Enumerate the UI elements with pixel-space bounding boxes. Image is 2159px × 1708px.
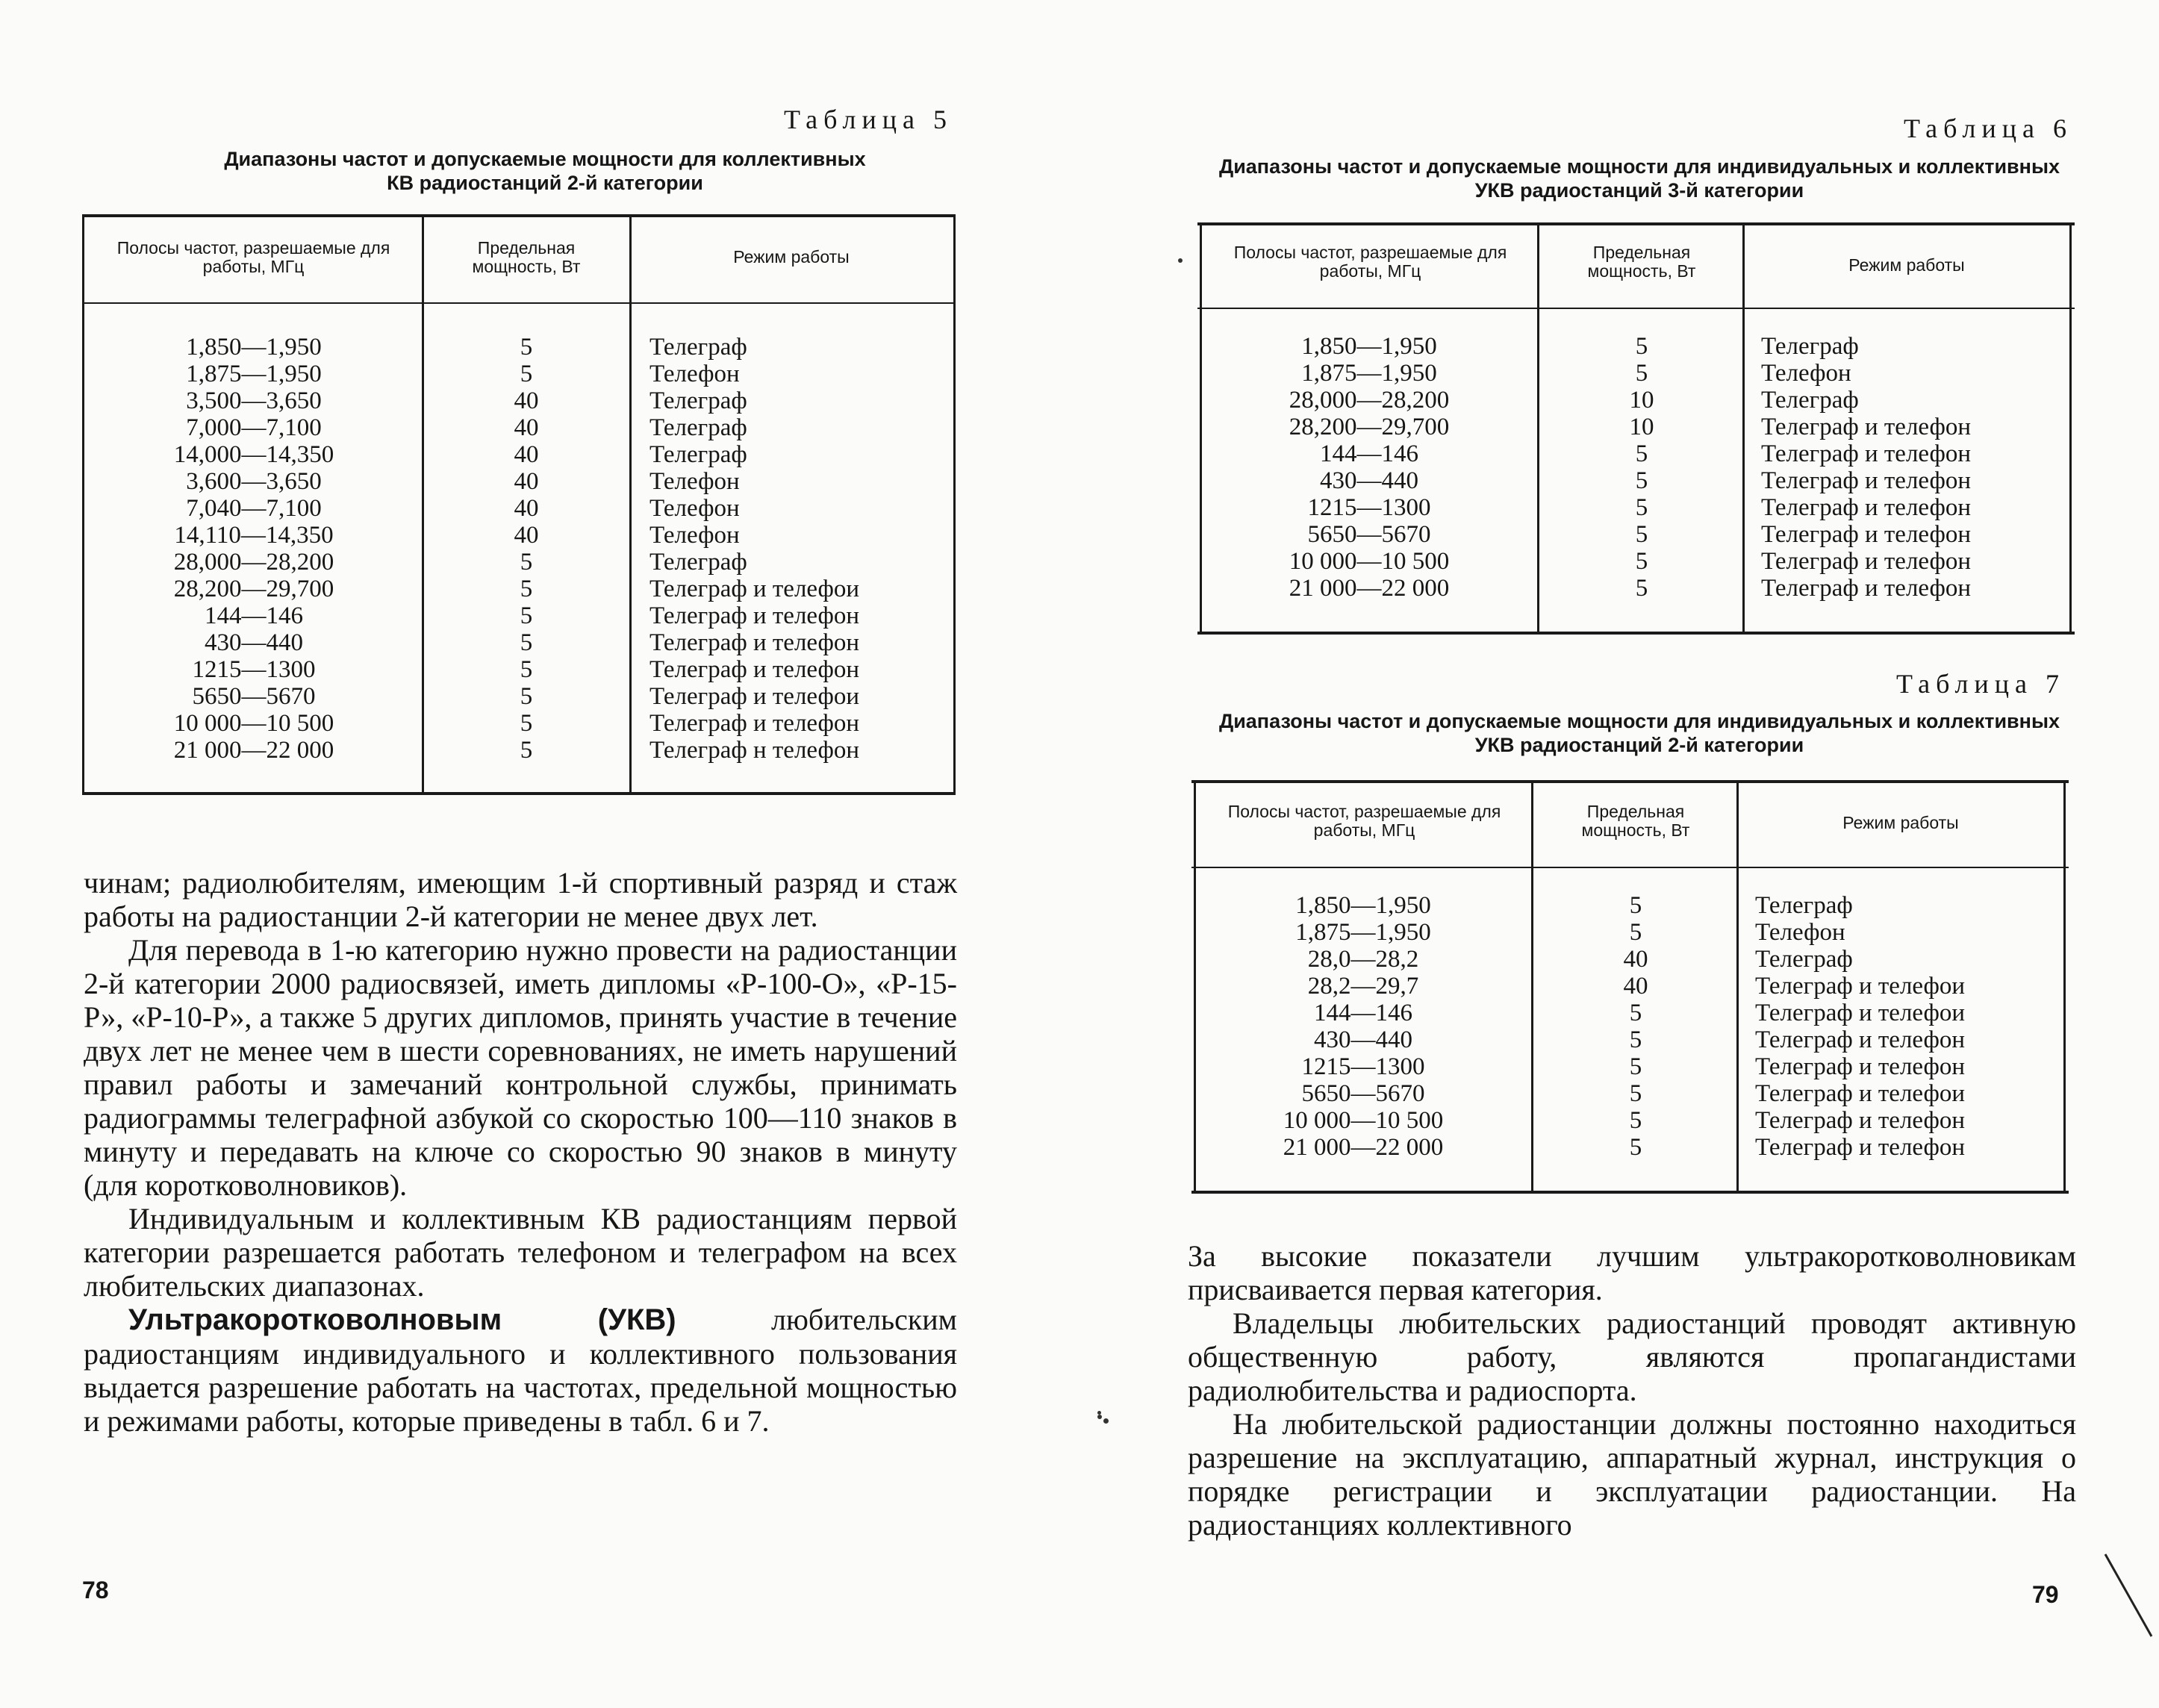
table6-power-cell: 5 <box>1635 440 1648 467</box>
table7-power-column <box>1535 892 1736 1161</box>
table5-mode-cell: Телефон <box>649 522 740 549</box>
table5-band-cell: 14,110—14,350 <box>174 522 334 549</box>
table7-mode-cell: Телеграф <box>1755 892 1853 919</box>
table5-power-cell: 40 <box>514 522 539 549</box>
table7-band-cell: 21 000—22 000 <box>1283 1134 1444 1161</box>
table6-mode-cell: Телефон <box>1761 360 1851 387</box>
table5-mode-cell: Телеграф н телефон <box>649 737 860 764</box>
table6-header-band: Полосы частот, разрешаемые для работы, МГц <box>1233 243 1507 281</box>
table5-power-cell: 40 <box>514 414 539 441</box>
table7-mode-cell: Телеграф и телефон <box>1755 1134 1966 1161</box>
left-paragraph-1: чинам; радиолюбителям, имеющим 1-й спортивный разряд и стаж работы на радиостанции 2-й категории не менее двух лет. <box>84 866 957 933</box>
table5-mode-cell: Телеграф и телефон <box>649 710 860 737</box>
table5-band-cell: 1215—1300 <box>192 656 316 683</box>
table6-mode-cell: Телеграф и телефон <box>1761 575 1972 602</box>
table7-band-cell: 1,875—1,950 <box>1295 919 1431 946</box>
table7-power-cell: 5 <box>1629 1080 1642 1107</box>
table5-band-cell: 1,875—1,950 <box>186 361 322 387</box>
table5-band-cell: 3,600—3,650 <box>186 468 322 495</box>
table7-bottom-rule <box>1191 1191 2069 1194</box>
table5-power-cell: 5 <box>520 683 533 710</box>
table5-header-rule <box>82 302 956 304</box>
table7-power-cell: 5 <box>1629 1000 1642 1026</box>
table5-power-cell: 5 <box>520 334 533 361</box>
table6-label: Таблица 6 <box>1904 113 2072 143</box>
table6-power-cell: 10 <box>1629 387 1654 414</box>
table5-divider-2 <box>422 214 424 795</box>
table6-power-cell: 5 <box>1635 494 1648 521</box>
ukv-term: Ультракоротковолновым (УКВ) <box>128 1303 676 1336</box>
table5-band-cell: 430—440 <box>205 629 303 656</box>
table5-power-cell: 5 <box>520 737 533 764</box>
table6-mode-cell: Телеграф и телефон <box>1761 467 1972 494</box>
table5-mode-cell: Телеграф и телефон <box>649 656 860 683</box>
table5-power-column <box>426 334 627 764</box>
table5-mode-cell: Телефон <box>649 468 740 495</box>
table5-divider-1 <box>82 214 84 795</box>
right-page <box>1080 0 2159 1708</box>
table6-power-cell: 5 <box>1635 333 1648 360</box>
table7-mode-cell: Телефон <box>1755 919 1845 946</box>
table7-mode-cell: Телеграф и телефои <box>1755 1000 1966 1026</box>
table6-header-rule <box>1197 308 2075 309</box>
table5-band-cell: 7,040—7,100 <box>186 495 322 522</box>
table6-top-rule <box>1197 222 2075 225</box>
table7-power-cell: 5 <box>1629 1134 1642 1161</box>
table6-header-power: Предельная мощность, Вт <box>1587 243 1696 281</box>
table7-mode-cell: Телеграф <box>1755 946 1853 973</box>
table5-band-cell: 14,000—14,350 <box>173 441 334 468</box>
table5-divider-4 <box>953 214 956 795</box>
table6-mode-cell: Телеграф и телефон <box>1761 440 1972 467</box>
table5-band-column <box>86 334 422 764</box>
table7-label: Таблица 7 <box>1896 669 2065 699</box>
table6-band-cell: 28,000—28,200 <box>1289 387 1450 414</box>
table6-power-cell: 5 <box>1635 575 1648 602</box>
table7-divider-4 <box>2063 780 2066 1194</box>
scan-speck <box>1178 258 1183 263</box>
table5-top-rule <box>82 214 956 217</box>
table7-band-cell: 1215—1300 <box>1301 1053 1425 1080</box>
table6-divider-2 <box>1537 222 1539 635</box>
table5-band-cell: 144—146 <box>205 602 303 629</box>
table7-mode-column <box>1755 892 2061 1161</box>
table5-mode-cell: Телеграф и телефон <box>649 602 860 629</box>
table7-power-cell: 5 <box>1629 892 1642 919</box>
table5-header-mode: Режим работы <box>733 247 850 267</box>
table5-band-cell: 1,850—1,950 <box>186 334 322 361</box>
table6-band-cell: 430—440 <box>1320 467 1418 494</box>
table6-mode-cell: Телеграф и телефон <box>1761 494 1972 521</box>
table5-band-cell: 21 000—22 000 <box>173 737 334 764</box>
table6-power-cell: 5 <box>1635 360 1648 387</box>
table6-band-cell: 21 000—22 000 <box>1289 575 1450 602</box>
table6-mode-cell: Телеграф и телефон <box>1761 414 1972 440</box>
table7-mode-cell: Телеграф и телефон <box>1755 1107 1966 1134</box>
table5-mode-column <box>649 334 952 764</box>
table5-band-cell: 28,200—29,700 <box>173 576 334 602</box>
table5-mode-cell: Телеграф <box>649 549 747 576</box>
table7-band-cell: 144—146 <box>1314 1000 1412 1026</box>
table7-header-power: Предельная мощность, Вт <box>1581 802 1690 840</box>
table7-mode-cell: Телеграф и телефои <box>1755 1080 1966 1107</box>
scan-speck <box>1103 1418 1109 1424</box>
left-paragraph-2: Для перевода в 1-ю категорию нужно провести на радиостанции 2-й категории 2000 радиосвязей, иметь дипломы «Р-100-О», «Р-15-Р», «Р-10-Р», а также 5 других дипломов, принять участие в течение двух лет не менее чем в шести соревнованиях, не иметь нарушений правил работы и замечаний контрольной службы, принимать радиограммы телеграфной азбукой со скоростью 100—110 знаков в минуту и передавать на ключе со скоростью 90 знаков в минуту (для коротковолновиков). <box>84 933 957 1202</box>
table5-header-power: Предельная мощность, Вт <box>472 238 581 276</box>
table7-band-cell: 5650—5670 <box>1301 1080 1425 1107</box>
table7-band-cell: 28,0—28,2 <box>1307 946 1419 973</box>
table5-divider-3 <box>629 214 632 795</box>
table6-power-cell: 5 <box>1635 548 1648 575</box>
table5-power-cell: 5 <box>520 602 533 629</box>
table7-band-cell: 1,850—1,950 <box>1295 892 1431 919</box>
table7-mode-cell: Телеграф и телефон <box>1755 1026 1966 1053</box>
table6-power-cell: 5 <box>1635 467 1648 494</box>
table5-power-cell: 5 <box>520 710 533 737</box>
table6-band-cell: 10 000—10 500 <box>1289 548 1450 575</box>
table6-band-cell: 1215—1300 <box>1307 494 1431 521</box>
right-body-text <box>1188 1239 2076 1542</box>
table6-band-cell: 5650—5670 <box>1307 521 1431 548</box>
table7-mode-cell: Телеграф и телефон <box>1755 1053 1966 1080</box>
table6-caption: Диапазоны частот и допускаемые мощности для индивидуальных и коллективных УКВ радиостанций 3-й категории <box>1218 155 2060 202</box>
table7-power-cell: 5 <box>1629 919 1642 946</box>
table7-header-band: Полосы частот, разрешаемые для работы, МГц <box>1227 802 1501 840</box>
table5-label: Таблица 5 <box>784 105 953 134</box>
table5-band-cell: 5650—5670 <box>192 683 316 710</box>
table6-power-cell: 10 <box>1629 414 1654 440</box>
table5-mode-cell: Телеграф <box>649 441 747 468</box>
table5-caption: Диапазоны частот и допускаемые мощности для коллективных КВ радиостанций 2-й категории <box>224 148 866 194</box>
table7-power-cell: 40 <box>1623 946 1648 973</box>
right-paragraph-1: За высокие показатели лучшим ультракоротковолновикам присваивается первая категория. <box>1188 1239 2076 1306</box>
table6-mode-cell: Телеграф и телефон <box>1761 521 1972 548</box>
table5-mode-cell: Телефон <box>649 495 740 522</box>
table6 <box>1197 222 2075 640</box>
table6-mode-cell: Телеграф <box>1761 333 1859 360</box>
left-page <box>0 0 1045 1708</box>
table7-header-rule <box>1191 867 2069 868</box>
table5-header-band: Полосы частот, разрешаемые для работы, МГц <box>116 238 390 276</box>
table7-top-rule <box>1191 780 2069 783</box>
table7-band-column <box>1195 892 1531 1161</box>
table6-divider-4 <box>2069 222 2072 635</box>
left-body-text <box>84 866 957 1438</box>
left-paragraph-4 <box>84 1303 957 1438</box>
left-paragraph-3: Индивидуальным и коллективным КВ радиостанциям первой категории разрешается работать телефоном и телеграфом на всех любительских диапазонах. <box>84 1202 957 1303</box>
table5-mode-cell: Телеграф <box>649 387 747 414</box>
table6-header-mode: Режим работы <box>1848 255 1965 275</box>
table7-header-mode: Режим работы <box>1842 813 1959 832</box>
table7-power-cell: 5 <box>1629 1026 1642 1053</box>
right-paragraph-2: Владельцы любительских радиостанций проводят активную общественную работу, являются пропагандистами радиолюбительства и радиоспорта. <box>1188 1306 2076 1407</box>
table6-mode-cell: Телеграф и телефон <box>1761 548 1972 575</box>
table5-band-cell: 3,500—3,650 <box>186 387 322 414</box>
table5-power-cell: 40 <box>514 441 539 468</box>
table6-bottom-rule <box>1197 632 2075 635</box>
table7-caption: Диапазоны частот и допускаемые мощности для индивидуальных и коллективных УКВ радиостанций 2-й категории <box>1218 710 2060 756</box>
table5-bottom-rule <box>82 792 956 795</box>
table7-band-cell: 28,2—29,7 <box>1307 973 1419 1000</box>
table5-power-cell: 40 <box>514 495 539 522</box>
corner-mark <box>2104 1553 2156 1642</box>
table7-power-cell: 40 <box>1623 973 1648 1000</box>
right-paragraph-3: На любительской радиостанции должны постоянно находиться разрешение на эксплуатацию, аппаратный журнал, инструкция о порядке регистрации и эксплуатации радиостанции. На радиостанциях коллективного <box>1188 1407 2076 1542</box>
table5-mode-cell: Телеграф и телефои <box>649 576 860 602</box>
table6-band-cell: 1,850—1,950 <box>1301 333 1437 360</box>
table5-mode-cell: Телеграф <box>649 334 747 361</box>
table6-band-column <box>1201 333 1537 602</box>
table6-mode-column <box>1761 333 2067 602</box>
table7-divider-3 <box>1736 780 1739 1194</box>
table5-power-cell: 5 <box>520 549 533 576</box>
table5-mode-cell: Телеграф и телефои <box>649 683 860 710</box>
table5-power-cell: 5 <box>520 361 533 387</box>
table5-band-cell: 10 000—10 500 <box>173 710 334 737</box>
table7-divider-2 <box>1531 780 1533 1194</box>
table6-band-cell: 144—146 <box>1320 440 1418 467</box>
page-number-left: 78 <box>82 1577 109 1603</box>
table6-band-cell: 28,200—29,700 <box>1289 414 1450 440</box>
table5-band-cell: 7,000—7,100 <box>186 414 322 441</box>
table6-band-cell: 1,875—1,950 <box>1301 360 1437 387</box>
table6-mode-cell: Телеграф <box>1761 387 1859 414</box>
table6-power-cell: 5 <box>1635 521 1648 548</box>
scan-speck <box>1097 1415 1102 1419</box>
table7-power-cell: 5 <box>1629 1053 1642 1080</box>
table7-band-cell: 10 000—10 500 <box>1283 1107 1444 1134</box>
table5-power-cell: 40 <box>514 387 539 414</box>
page-number-right: 79 <box>2032 1581 2059 1608</box>
table7 <box>1191 780 2069 1198</box>
table5 <box>82 214 956 797</box>
left-paragraph-4-rest: любительским радиостанциям индивидуального и коллективного пользования выдается разрешение работать на частотах, предельной мощностью и режимами работы, которые приведены в табл. 6 и 7. <box>84 1303 957 1438</box>
table5-power-cell: 5 <box>520 629 533 656</box>
table5-power-cell: 40 <box>514 468 539 495</box>
table7-power-cell: 5 <box>1629 1107 1642 1134</box>
table5-power-cell: 5 <box>520 656 533 683</box>
table7-mode-cell: Телеграф и телефои <box>1755 973 1966 1000</box>
table6-power-column <box>1541 333 1742 602</box>
table7-band-cell: 430—440 <box>1314 1026 1412 1053</box>
table5-power-cell: 5 <box>520 576 533 602</box>
table5-mode-cell: Телеграф <box>649 414 747 441</box>
table5-mode-cell: Телефон <box>649 361 740 387</box>
table5-band-cell: 28,000—28,200 <box>173 549 334 576</box>
table6-divider-3 <box>1742 222 1745 635</box>
table5-mode-cell: Телеграф и телефон <box>649 629 860 656</box>
